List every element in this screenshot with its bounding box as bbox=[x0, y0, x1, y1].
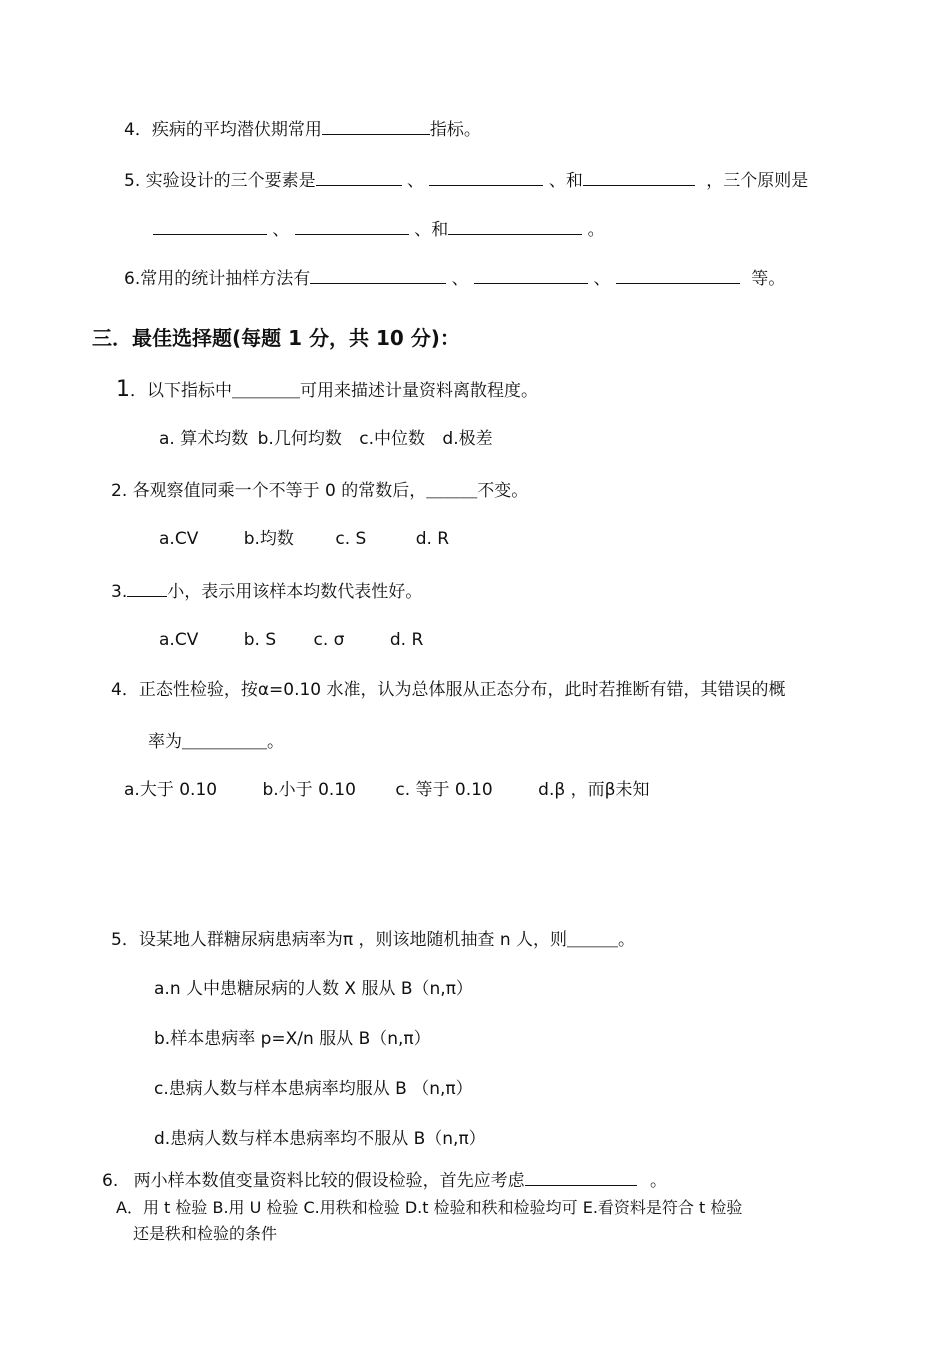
fill-question-4 bbox=[124, 116, 481, 142]
option-b[interactable]: b.均数 bbox=[243, 529, 294, 549]
option-b[interactable]: b.小于 0.10 bbox=[262, 780, 356, 800]
question-number: 6. bbox=[102, 1171, 119, 1191]
answer-blank[interactable] bbox=[153, 216, 267, 235]
option-d[interactable]: d. R bbox=[389, 630, 424, 650]
question-number: 6. bbox=[124, 269, 141, 289]
mc-question-1-options bbox=[159, 427, 493, 451]
option-d[interactable]: d.患病人数与样本患病率均不服从 B（n,π） bbox=[154, 1129, 486, 1149]
option-a[interactable]: a.CV bbox=[159, 630, 199, 650]
option-b[interactable]: b. S bbox=[243, 630, 277, 650]
question-text: 实验设计的三个要素是 bbox=[145, 171, 316, 191]
question-number: 4． bbox=[124, 120, 152, 140]
answer-blank[interactable] bbox=[583, 167, 695, 186]
mc-question-2: 2. 各观察值同乘一个不等于 0 的常数后，＿＿＿不变。 bbox=[111, 481, 529, 501]
fill-question-5 bbox=[124, 167, 808, 193]
question-text: 两小样本数值变量资料比较的假设检验，首先应考虑 bbox=[133, 1171, 525, 1191]
mc-question-6-options[interactable]: A．用 t 检验 B.用 U 检验 C.用秩和检验 D.t 检验和秩和检验均可 E.看资料是符合 t 检验 bbox=[116, 1198, 743, 1217]
option-a[interactable]: a.CV bbox=[159, 529, 199, 549]
question-text-after: 指标。 bbox=[429, 120, 481, 140]
option-c[interactable]: c.中位数 bbox=[359, 429, 426, 449]
mc-question-2-options bbox=[159, 527, 449, 551]
separator: 、和 bbox=[414, 220, 449, 240]
question-number: 1 bbox=[116, 377, 130, 402]
answer-blank[interactable] bbox=[448, 216, 582, 235]
mc-question-5: 5．设某地人群糖尿病患病率为π ，则该地随机抽查 n 人，则＿＿＿。 bbox=[111, 930, 636, 950]
question-text-after: ，三个原则是 bbox=[706, 171, 809, 191]
question-number: 5. bbox=[124, 171, 146, 191]
option-d[interactable]: d.极差 bbox=[442, 429, 493, 449]
mc-question-3-options bbox=[159, 628, 423, 652]
section-heading: 三．最佳选择题(每题 1 分，共 10 分)： bbox=[92, 326, 460, 350]
question-text: 常用的统计抽样方法有 bbox=[140, 269, 311, 289]
option-c[interactable]: c. S bbox=[335, 529, 367, 549]
option-b[interactable]: b.样本患病率 p=X/n 服从 B（n,π） bbox=[154, 1029, 431, 1049]
question-text: ．以下指标中＿＿＿＿可用来描述计量资料离散程度。 bbox=[130, 381, 538, 401]
separator: 、 bbox=[272, 220, 290, 240]
answer-blank[interactable] bbox=[474, 265, 588, 284]
separator: 、 bbox=[451, 269, 469, 289]
option-a[interactable]: a.大于 0.10 bbox=[124, 780, 218, 800]
answer-blank[interactable] bbox=[322, 116, 430, 135]
mc-question-4-continued: 率为＿＿＿＿＿。 bbox=[148, 732, 284, 752]
option-c[interactable]: c.患病人数与样本患病率均服从 B （n,π） bbox=[154, 1079, 473, 1099]
question-number: 3. bbox=[111, 582, 128, 602]
separator: 、 bbox=[407, 171, 425, 191]
period: 。 bbox=[650, 1171, 668, 1191]
question-text-after: 等。 bbox=[751, 269, 786, 289]
mc-question-6 bbox=[102, 1167, 667, 1193]
separator: 、和 bbox=[548, 171, 583, 191]
answer-blank[interactable] bbox=[616, 265, 740, 284]
answer-blank[interactable] bbox=[310, 265, 446, 284]
answer-blank[interactable] bbox=[525, 1167, 637, 1186]
option-d[interactable]: d. R bbox=[415, 529, 450, 549]
option-b[interactable]: b.几何均数 bbox=[257, 429, 342, 449]
option-d[interactable]: d.β ，而β未知 bbox=[538, 780, 650, 800]
fill-question-6 bbox=[124, 265, 785, 291]
fill-question-5-continued bbox=[153, 216, 605, 242]
separator: 、 bbox=[593, 269, 611, 289]
answer-blank[interactable] bbox=[295, 216, 409, 235]
question-text: 小，表示用该样本均数代表性好。 bbox=[167, 582, 423, 602]
answer-blank[interactable] bbox=[127, 578, 167, 597]
mc-question-6-options-continued[interactable]: 还是秩和检验的条件 bbox=[133, 1224, 278, 1243]
mc-question-3 bbox=[111, 578, 422, 604]
answer-blank[interactable] bbox=[316, 167, 402, 186]
option-a[interactable]: a.n 人中患糖尿病的人数 X 服从 B（n,π） bbox=[154, 979, 473, 999]
option-c[interactable]: c. σ bbox=[313, 630, 345, 650]
option-c[interactable]: c. 等于 0.10 bbox=[395, 780, 493, 800]
answer-blank[interactable] bbox=[429, 167, 543, 186]
mc-question-4-options bbox=[124, 778, 649, 802]
mc-question-1 bbox=[116, 378, 538, 403]
mc-question-4: 4．正态性检验，按α=0.10 水准，认为总体服从正态分布，此时若推断有错，其错误的概 bbox=[111, 680, 786, 700]
question-text: 疾病的平均潜伏期常用 bbox=[151, 120, 322, 140]
option-a[interactable]: a. 算术均数 bbox=[159, 429, 249, 449]
period: 。 bbox=[587, 220, 605, 240]
